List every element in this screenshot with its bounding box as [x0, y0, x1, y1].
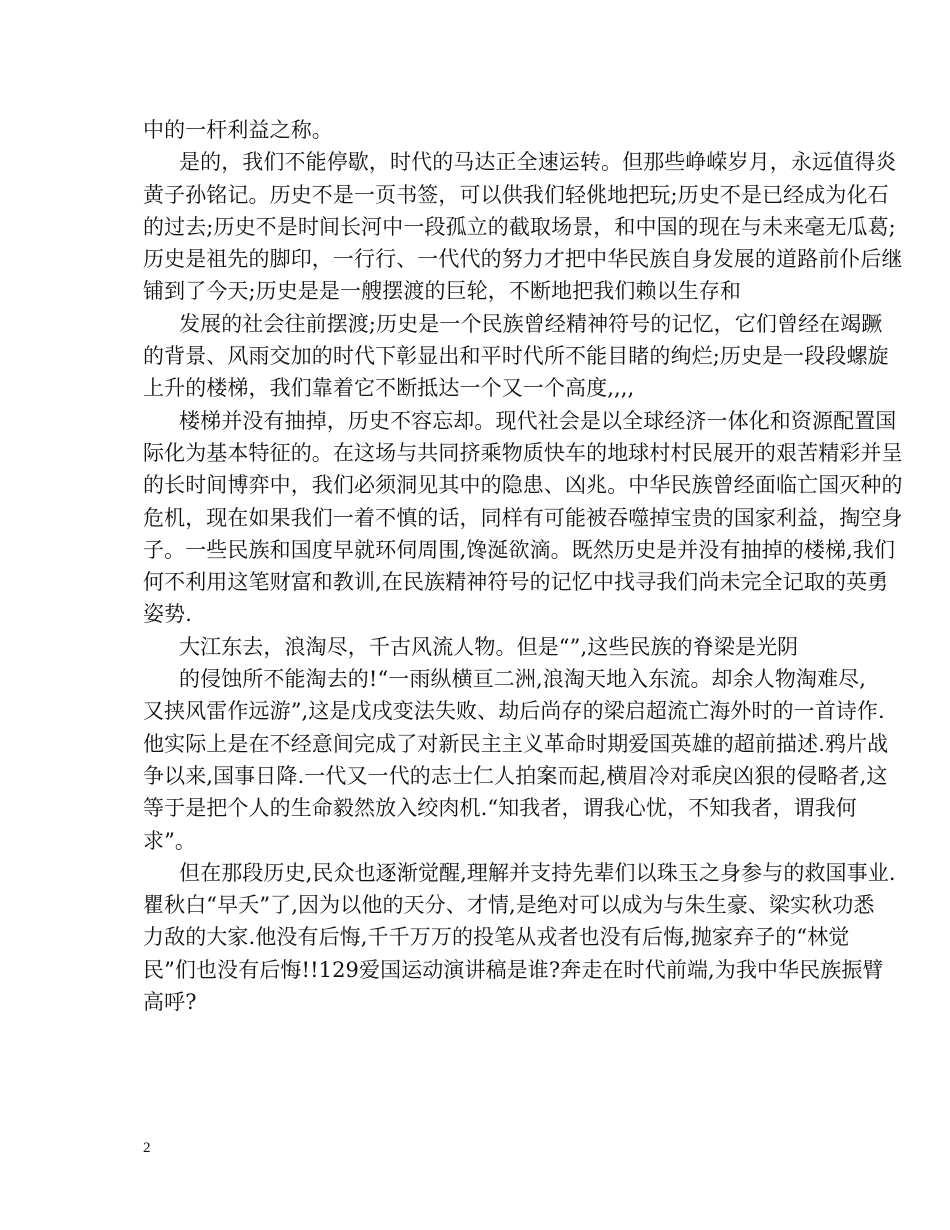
text-line: 又挟风雷作远游”,这是戊戌变法失败、劫后尚存的梁启超流亡海外时的一首诗作.: [143, 699, 885, 724]
page-number: 2: [143, 1140, 151, 1156]
text-line: 他实际上是在不经意间完成了对新民主主义革命时期爱国英雄的超前描述.鸦片战: [143, 731, 889, 756]
text-line: 危机，现在如果我们一着不慎的话，同样有可能被吞噬掉宝贵的国家利益，掏空身: [143, 505, 903, 530]
text-line: 姿势.: [143, 602, 192, 627]
body-text: [143, 114, 903, 1018]
text-line: 大江东去，浪淘尽，千古风流人物。但是“”,这些民族的脊梁是光阴: [179, 634, 799, 659]
text-line: 的侵蚀所不能淘去的!“一雨纵横亘二洲,浪淘天地入东流。却余人物淘难尽,: [179, 667, 867, 692]
text-line: 瞿秋白“早夭”了,因为以他的天分、才情,是绝对可以成为与朱生豪、梁实秋功悉: [143, 893, 875, 918]
text-line: 是的，我们不能停歇，时代的马达正全速运转。但那些峥嵘岁月，永远值得炎: [179, 150, 897, 175]
text-line: 上升的楼梯，我们靠着它不断抵达一个又一个高度,,,,: [143, 376, 635, 401]
text-line: 铺到了今天;历史是是一艘摆渡的巨轮，不断地把我们赖以生存和: [143, 279, 741, 304]
text-line: 等于是把个人的生命毅然放入绞肉机.“知我者，谓我心忧，不知我者，谓我何: [143, 796, 857, 821]
text-line: 求”。: [143, 828, 197, 853]
text-line: 的背景、风雨交加的时代下彰显出和平时代所不能目睹的绚烂;历史是一段段螺旋: [143, 344, 889, 369]
text-line: 发展的社会往前摆渡;历史是一个民族曾经精神符号的记忆，它们曾经在竭蹶: [179, 311, 883, 336]
text-line: 历史是祖先的脚印，一行行、一代代的努力才把中华民族自身发展的道路前仆后继: [143, 247, 903, 272]
text-line: 高呼?: [143, 990, 197, 1015]
text-line: 但在那段历史,民众也逐渐觉醒,理解并支持先辈们以珠玉之身参与的救国事业.: [179, 860, 896, 885]
text-line: 际化为基本特征的。在这场与共同挤乘物质快车的地球村村民展开的艰苦精彩并呈: [143, 440, 903, 465]
text-line: 力敌的大家.他没有后悔,千千万万的投笔从戎者也没有后悔,抛家弃子的“林觉: [143, 925, 850, 950]
text-line: 楼梯并没有抽掉，历史不容忘却。现代社会是以全球经济一体化和资源配置国: [179, 408, 897, 433]
text-line: 何不利用这笔财富和教训,在民族精神符号的记忆中找寻我们尚未完全记取的英勇: [143, 570, 889, 595]
text-line: 的长时间博弈中，我们必须洞见其中的隐患、凶兆。中华民族曾经面临亡国灭种的: [143, 473, 903, 498]
text-line: 民”们也没有后悔!!129爱国运动演讲稿是谁?奔走在时代前端,为我中华民族振臂: [143, 957, 884, 982]
text-line: 中的一杆利益之称。: [143, 118, 333, 142]
text-line: 争以来,国事日降.一代又一代的志士仁人拍案而起,横眉冷对乖戾凶狠的侵略者,这: [143, 763, 888, 788]
text-line: 子。一些民族和国度早就环伺周围,馋涎欲滴。既然历史是并没有抽掉的楼梯,我们: [143, 537, 896, 562]
text-line: 黄子孙铭记。历史不是一页书签，可以供我们轻佻地把玩;历史不是已经成为化石: [143, 182, 889, 207]
text-line: 的过去;历史不是时间长河中一段孤立的截取场景，和中国的现在与未来毫无瓜葛;: [143, 214, 896, 239]
